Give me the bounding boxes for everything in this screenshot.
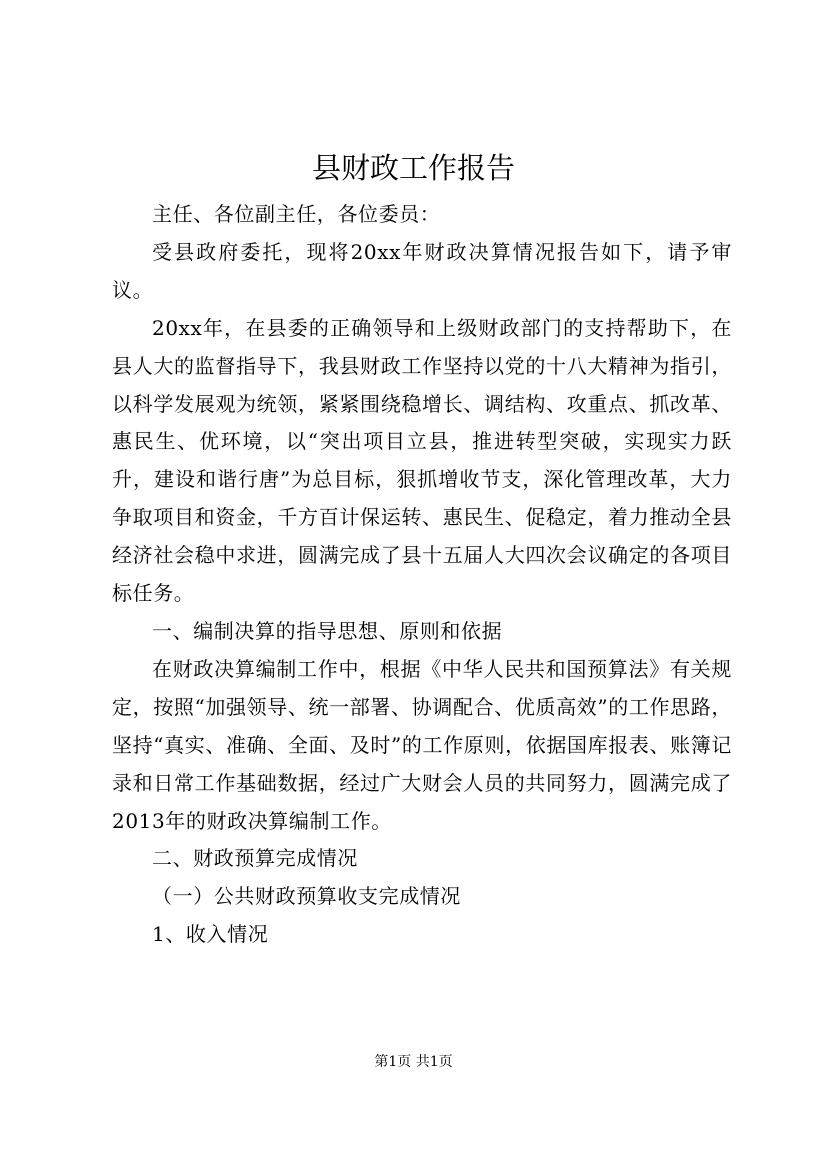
paragraph-summary: 20xx年，在县委的正确领导和上级财政部门的支持帮助下，在县人大的监督指导下，我县财政工作坚持以党的十八大精神为指引，以科学发展观为统领，紧紧围绕稳增长、调结构、攻重点、抓改革、惠民生、优环境，以“突出项目立县，推进转型突破，实现实力跃升，建设和谐行唐”为总目标，狠抓增收节支，深化管理改革，大力争取项目和资金，千方百计保运转、惠民生、促稳定，着力推动全县经济社会稳中求进，圆满完成了县十五届人大四次会议确定的各项目标任务。 [112,315,732,606]
document-body [112,196,732,954]
item-heading: 1、收入情况 [152,922,269,947]
paragraph-intro: 受县政府委托，现将20xx年财政决算情况报告如下，请予审议。 [112,239,732,302]
section-heading-2: 二、财政预算完成情况 [152,846,358,871]
document-title: 县财政工作报告 [311,151,515,185]
subsection-heading: （一）公共财政预算收支完成情况 [152,884,461,909]
page-footer: 第1页 共1页 [374,1054,453,1070]
paragraph-guidelines: 在财政决算编制工作中，根据《中华人民共和国预算法》有关规定，按照“加强领导、统一部署、协调配合、优质高效”的工作思路，坚持“真实、准确、全面、及时”的工作原则，依据国库报表、账簿记录和日常工作基础数据，经过广大财会人员的共同努力，圆满完成了2013年的财政决算编制工作。 [112,656,732,833]
section-heading-1: 一、编制决算的指导思想、原则和依据 [152,618,503,643]
salutation: 主任、各位副主任，各位委员： [152,202,441,226]
